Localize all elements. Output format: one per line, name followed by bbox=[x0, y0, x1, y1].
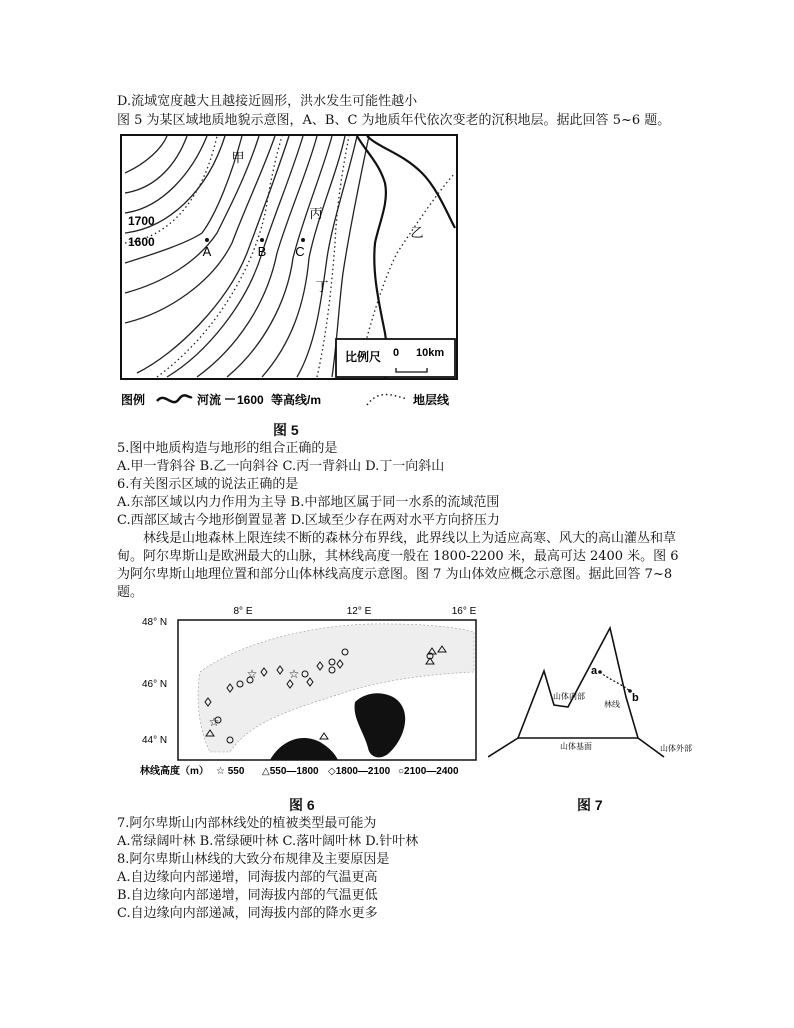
point-c bbox=[301, 238, 305, 242]
label-yi: 乙 bbox=[410, 225, 424, 240]
figure-7-title: 图 7 bbox=[577, 797, 603, 813]
treeline-dashed bbox=[600, 672, 630, 691]
label-outer: 山体外部 bbox=[660, 744, 692, 753]
point-a bbox=[205, 238, 209, 242]
label-jia: 甲 bbox=[231, 150, 245, 165]
lat-44n: 44° N bbox=[142, 735, 168, 746]
scale-label: 比例尺 bbox=[345, 350, 382, 364]
legend6-dia: ◇1800—2100 bbox=[328, 766, 391, 777]
legend-contour: 等高线/m bbox=[271, 393, 322, 407]
legend-river: 河流 bbox=[197, 393, 222, 407]
point-b7: b bbox=[632, 692, 639, 704]
option-d-line: D.流域宽度越大且越接近圆形，洪水发生可能性越小 bbox=[117, 94, 418, 109]
point-b bbox=[260, 238, 264, 242]
figure-5-title: 图 5 bbox=[273, 422, 299, 438]
figure-7-mass-elevation bbox=[488, 615, 698, 765]
legend6-circ: ○2100—2400 bbox=[398, 766, 459, 777]
question-6-options-cd: C.西部区域古今地形倒置显著 D.区域至少存在两对水平方向挤压力 bbox=[117, 513, 500, 528]
scale-zero: 0 bbox=[393, 347, 400, 359]
legend-contour-val: 1600 bbox=[237, 393, 264, 407]
legend-strata-symbol bbox=[367, 395, 407, 406]
svg-text:☆: ☆ bbox=[208, 715, 220, 729]
label-a: A bbox=[202, 244, 212, 259]
question-7-options: A.常绿阔叶林 B.常绿硬叶林 C.落叶阔叶林 D.针叶林 bbox=[117, 834, 419, 849]
question-8-option-b: B.自边缘向内部递增，同海拔内部的气温更低 bbox=[117, 888, 378, 903]
legend6-tri: △550—1800 bbox=[262, 766, 319, 777]
figure-6-alps-map bbox=[140, 602, 480, 780]
lon-8e: 8° E bbox=[233, 606, 253, 617]
lat-46n: 46° N bbox=[142, 679, 168, 690]
figure-6-title: 图 6 bbox=[289, 797, 315, 813]
svg-text:☆: ☆ bbox=[246, 667, 258, 681]
lon-12e: 12° E bbox=[346, 606, 372, 617]
figure-5-geologic-map bbox=[117, 133, 462, 433]
point-a7: a bbox=[591, 665, 598, 677]
question-7: 7.阿尔卑斯山内部林线处的植被类型最可能为 bbox=[117, 816, 377, 831]
question-8-option-c: C.自边缘向内部递减，同海拔内部的降水更多 bbox=[117, 906, 378, 921]
treeline-paragraph: 林线是山地森林上限连续不断的森林分布界线，此界线以上为适应高寒、风大的高山灌丛和草甸。阿尔卑斯山是欧洲最大的山脉，其林线高度一般在 1800-2200 米，最高可达 2400 米。图 6 为阿尔卑斯山地理位置和部分山体林线高度示意图。图 7 为山体效应概念示意图。据此回答 7~8 题。 bbox=[117, 531, 679, 600]
contour-1600: 1600 bbox=[128, 235, 155, 249]
label-forest: 林线 bbox=[604, 700, 620, 709]
question-6-options-ab: A.东部区域以内力作用为主导 B.中部地区属于同一水系的流域范围 bbox=[117, 495, 500, 510]
question-8: 8.阿尔卑斯山林线的大致分布规律及主要原因是 bbox=[117, 852, 390, 867]
scale-dist: 10km bbox=[416, 347, 445, 359]
legend-river-symbol bbox=[157, 395, 192, 402]
label-bing: 丙 bbox=[309, 206, 323, 221]
legend-prefix: 图例 bbox=[121, 393, 146, 407]
question-5: 5.图中地质构造与地形的组合正确的是 bbox=[117, 441, 338, 456]
legend6-title: 林线高度（m） bbox=[140, 766, 209, 777]
legend6-star: ☆ 550 bbox=[216, 766, 245, 777]
label-inner: 山体内部 bbox=[553, 692, 585, 701]
lon-16e: 16° E bbox=[451, 606, 477, 617]
legend-strata: 地层线 bbox=[413, 393, 450, 407]
label-base: 山体基面 bbox=[560, 742, 592, 751]
fig5-intro: 图 5 为某区域地质地貌示意图，A、B、C 为地质年代依次变老的沉积地层。据此回答 5~6 题。 bbox=[117, 113, 671, 128]
label-ding: 丁 bbox=[315, 279, 329, 294]
label-c: C bbox=[295, 244, 305, 259]
question-8-option-a: A.自边缘向内部递增，同海拔内部的气温更高 bbox=[117, 870, 378, 885]
lat-48n: 48° N bbox=[142, 617, 168, 628]
label-b: B bbox=[257, 244, 267, 259]
question-5-options: A.甲一背斜谷 B.乙一向斜谷 C.丙一背斜山 D.丁一向斜山 bbox=[117, 459, 445, 474]
svg-text:☆: ☆ bbox=[288, 667, 300, 681]
question-6: 6.有关图示区域的说法正确的是 bbox=[117, 477, 299, 492]
contour-1700: 1700 bbox=[128, 214, 155, 228]
